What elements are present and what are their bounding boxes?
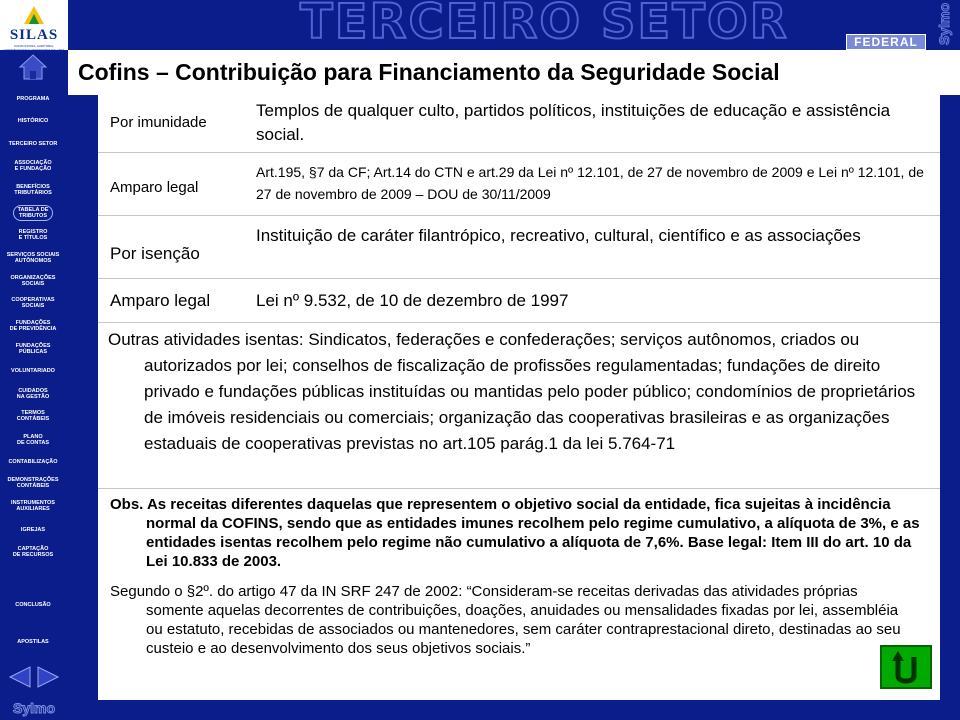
return-button[interactable] <box>880 645 932 689</box>
row-value: Instituição de caráter filantrópico, recreativo, cultural, científico e as associações <box>256 226 861 245</box>
silas-logo <box>0 0 68 50</box>
nav-item-instrumentos-auxiliares[interactable]: INSTRUMENTOS AUXILIARES <box>11 500 55 512</box>
obs-text: Obs. As receitas diferentes daquelas que representem o objetivo social da entidade, fica sujeitas à incidência normal da COFINS, sendo que as entidades imunes recolhem pelo regime cumulativo, a alíquota de 3%, e as entidades isentas recolhem pelo regime não cumulativo a alíquota de 7,6%. Base legal: Item III do art. 10 da Lei 10.833 de 2003. <box>110 496 920 570</box>
table-row <box>98 95 940 153</box>
bottom-brand: Sylmo <box>12 700 55 716</box>
nav-item-organizacoes-sociais[interactable]: ORGANIZAÇÕES SOCIAIS <box>10 275 56 287</box>
nav-arrows <box>8 666 60 688</box>
nav-item-igrejas[interactable]: IGREJAS <box>20 527 46 533</box>
nav-item-cooperativas-sociais[interactable]: COOPERATIVAS SOCIAIS <box>11 297 55 309</box>
row-value: Lei nº 9.532, de 10 de dezembro de 1997 <box>256 291 569 310</box>
row-label: Por isenção <box>110 244 200 263</box>
home-icon[interactable] <box>18 53 48 81</box>
back-arrow-icon[interactable] <box>10 667 30 687</box>
table-row <box>98 153 940 216</box>
nav-item-servicos-sociais-autonomos[interactable]: SERVIÇOS SOCIAIS AUTÔNOMOS <box>6 252 60 264</box>
table-row <box>98 279 940 323</box>
nav-item-demonstracoes-contabeis[interactable]: DEMONSTRAÇÕES CONTÁBEIS <box>7 477 59 489</box>
nav-item-conclusao[interactable]: CONCLUSÃO <box>15 602 51 608</box>
row-label: Amparo legal <box>110 179 199 196</box>
nav-item-historico[interactable]: HISTÓRICO <box>17 118 49 124</box>
logo-name: SILAS <box>9 27 59 43</box>
row-value: Templos de qualquer culto, partidos políticos, instituições de educação e assistência social. <box>256 101 891 144</box>
row-label: Amparo legal <box>110 291 211 310</box>
federal-badge[interactable]: FEDERAL <box>846 34 926 50</box>
nav-item-associacao-fundacao[interactable]: ASSOCIAÇÃO E FUNDAÇÃO <box>14 160 52 172</box>
title-bar <box>68 50 960 95</box>
nav-item-programa[interactable]: PROGRAMA <box>16 96 50 102</box>
other-exempt-activities: Outras atividades isentas: Sindicatos, federações e confederações; serviços autônomos, criados ou autorizados por lei; conselhos de fiscalização de profissões regulamentadas; fundações de direito privado e fundações públicas instituídas ou mantidas pelo poder público; condomínios de proprietários de imóveis residenciais ou comerciais; organização das cooperativas brasileiras e as organizações estaduais de cooperativas previstas no art.105 parág.1 da lei 5.764-71 <box>108 330 916 453</box>
row-value: Art.195, §7 da CF; Art.14 do CTN e art.29 da Lei nº 12.101, de 27 de novembro de 2009 e Lei nº 12.101, de 27 de novembro de 2009 – DOU de 30/11/2009 <box>256 164 924 202</box>
nav-item-voluntariado[interactable]: VOLUNTARIADO <box>11 368 55 374</box>
others-row <box>98 323 940 489</box>
legal-note: Segundo o §2º. do artigo 47 da IN SRF 247 de 2002: “Consideram-se receitas derivadas das atividades próprias somente aquelas decorrentes de contribuições, doações, anuidades ou mensalidades fixadas por lei, assembléia ou estatuto, recebidas de associados ou mantenedores, sem caráter contraprestacional direto, destinadas ao seu custeio e ao desenvolvimento dos seus objetivos sociais.” <box>110 583 901 657</box>
logo-emblem-icon <box>22 4 46 26</box>
page-title: Cofins – Contribuição para Financiamento da Seguridade Social <box>78 59 780 85</box>
nav-item-registro-titulos[interactable]: REGISTRO E TÍTULOS <box>18 229 48 241</box>
forward-arrow-icon[interactable] <box>38 667 58 687</box>
nav-item-fundacoes-publicas[interactable]: FUNDAÇÕES PÚBLICAS <box>15 343 51 355</box>
nav-item-termos-contabeis[interactable]: TERMOS CONTÁBEIS <box>16 410 50 422</box>
nav-item-beneficios-tributarios[interactable]: BENEFÍCIOS TRIBUTÁRIOS <box>14 184 52 196</box>
row-label: Por imunidade <box>110 114 207 131</box>
nav-item-fundacoes-previdencia[interactable]: FUNDAÇÕES DE PREVIDÊNCIA <box>9 320 57 332</box>
header-title: TERCEIRO SETOR <box>300 0 789 50</box>
content-table <box>98 95 940 700</box>
nav-item-terceiro-setor[interactable]: TERCEIRO SETOR <box>8 141 58 147</box>
nav-item-cuidados-gestao[interactable]: CUIDADOS NA GESTÃO <box>16 388 50 400</box>
header-vertical-brand: Sylmo <box>936 3 952 46</box>
table-row <box>98 216 940 279</box>
nav-item-captacao-recursos[interactable]: CAPTAÇÃO DE RECURSOS <box>12 546 54 558</box>
nav-item-plano-de-contas[interactable]: PLANO DE CONTAS <box>17 434 49 446</box>
logo-subtitle: CONSULTORIA, AUDITORIA, CONTABILIDADE E ASSESSORIA S/C LTDA <box>3 44 65 52</box>
nav-item-contabilizacao[interactable]: CONTABILIZAÇÃO <box>8 459 58 465</box>
nav-item-tabela-de-tributos[interactable]: TABELA DE TRIBUTOS <box>0 205 66 221</box>
nav-item-apostilas[interactable]: APOSTILAS <box>17 639 49 645</box>
return-icon <box>882 647 930 687</box>
